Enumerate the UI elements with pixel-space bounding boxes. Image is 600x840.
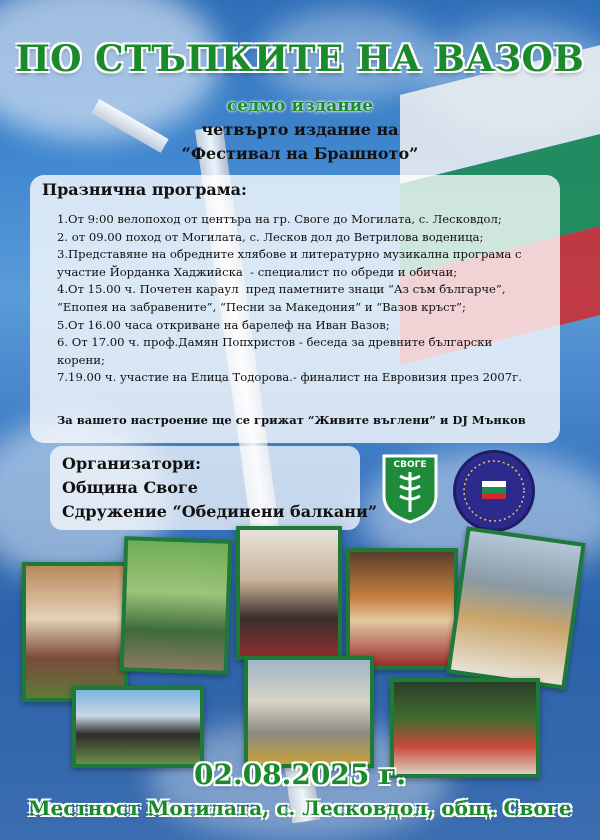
event-photo <box>346 548 458 670</box>
event-photo <box>120 536 233 675</box>
program-item: 4.От 15.00 ч. Почетен караул пред паметните знаци “Аз съм българче”, “Епопея на забравените”, “Песни за Македония” и “Вазов кръст”; <box>57 282 506 314</box>
program-item: 1.От 9:00 велопоход от центъра на гр. Своге до Могилата, с. Лесковдол; <box>57 212 502 226</box>
event-place: Местност Могилата, с. Лесковдол, общ. Своге <box>28 796 572 820</box>
festival-line-2: “Фестивал на Брашното” <box>181 144 419 163</box>
program-list <box>57 211 557 387</box>
event-photo <box>22 562 128 702</box>
program-item: 6. От 17.00 ч. проф.Дамян Попхристов - беседа за древните български корени; <box>57 335 493 367</box>
program-heading: Празнична програма: <box>42 180 247 199</box>
obedineni-balkani-logo-icon <box>453 450 535 532</box>
event-photo <box>236 526 342 660</box>
program-item: 2. от 09.00 поход от Могилата, с. Лесков дол до Ветрилова воденица; <box>57 229 484 244</box>
event-date: 02.08.2025 г. <box>193 758 406 791</box>
festival-line-1: четвърто издание на <box>201 120 399 139</box>
program-item: 5.От 16.00 часа откриване на барелеф на Иван Вазов; <box>57 317 390 332</box>
organizer-municipality: Община Своге <box>62 478 198 497</box>
organizer-association: Сдружение “Обединени балкани” <box>62 502 378 521</box>
event-photo <box>446 526 585 689</box>
event-photo <box>244 656 374 768</box>
program-item: 7.19.00 ч. участие на Елица Тодорова.- финалист на Евровизия през 2007г. <box>57 370 522 385</box>
program-item: 3.Представяне на обредните хлябове и литературно музикална програма с участие Йорданка Хаджийска - специалист по обреди и обичаи; <box>57 247 522 279</box>
poster-title: ПО СТЪПКИТЕ НА ВАЗОВ <box>15 38 585 80</box>
svoge-crest-icon <box>380 452 440 524</box>
mood-line: За вашето настроение ще се грижат “Живите въглени” и DJ Мънков <box>57 413 526 427</box>
svoge-logo-text: СВОГЕ <box>393 460 427 470</box>
organizers-heading: Организатори: <box>62 454 201 473</box>
event-photo <box>72 686 204 768</box>
edition-text: седмо издание <box>226 96 374 116</box>
